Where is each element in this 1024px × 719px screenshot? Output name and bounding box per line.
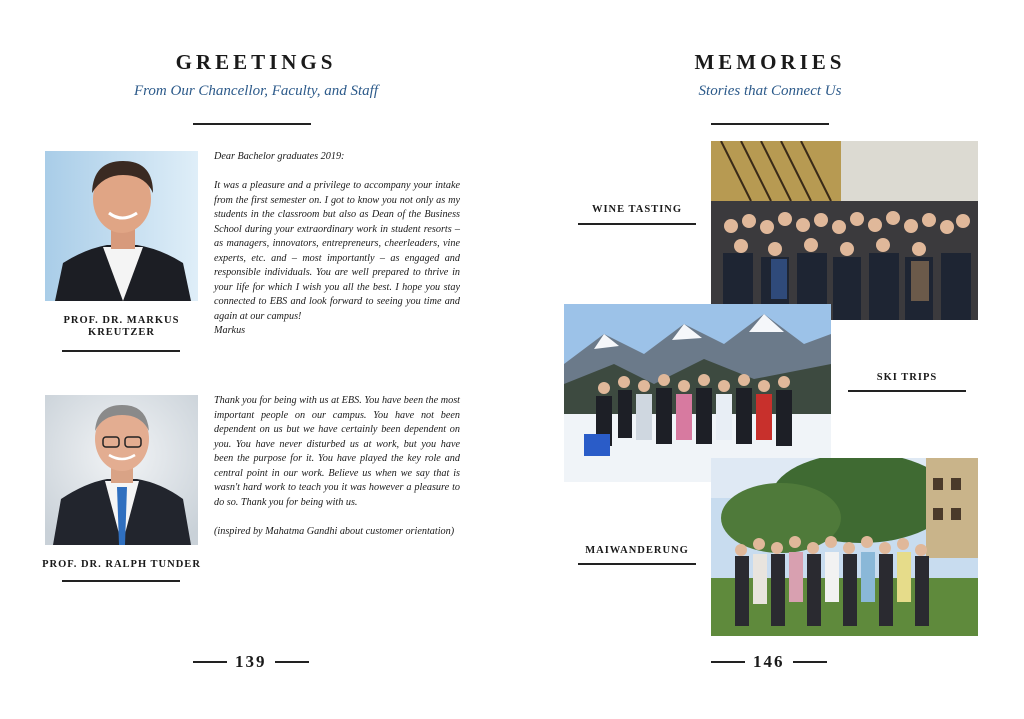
title-divider [711,123,829,125]
portrait-markus-kreutzer [45,151,198,301]
page-number [711,652,827,672]
portrait-ralph-tunder [45,395,198,545]
letter-note: (inspired by Mahatma Gandhi about customer orientation) [214,525,455,537]
letter-body: Thank you for being with us at EBS. You have been the most important people on our campus. You have not been dependent on us but we have certainly been dependent on you. You have never disturbed us at work, but you have been the purpose for it. You have played the key role and central point in our work. Believe us when we say that is wasn't hard work to teach you it was however a pleasure to do so. Thank you for being with us. [214,395,460,508]
letter-tunder [214,394,460,539]
right-page [512,0,1024,719]
ski-trip-photo [564,304,831,482]
letter-signature: Markus [214,325,246,336]
page-number [193,652,309,672]
label-divider [578,563,696,565]
name-divider [62,350,180,352]
page-title: GREETINGS [175,50,337,74]
page-subtitle: From Our Chancellor, Faculty, and Staff [133,83,378,99]
maiwanderung-photo [711,458,978,636]
letter-body: It was a pleasure and a privilege to accompany your intake from the first semester on. I got to know you not only as my students in the classroom but also as Dean of the Business School during your extraordinary work in student resorts – as managers, innovators, entrepreneurs, cheerleaders, vine experts, etc. and – most importantly – as engaged and responsible individuals. You are well prepared to thrive in your life for which I wish you all the best. I hope you stay connected to EBS and look forward to seeing you time and again at our campus! [214,180,460,322]
person-name: PROF. DR. RALPH TUNDER [42,559,201,570]
page-number-text: 139 [235,652,267,671]
person-name: PROF. DR. MARKUS KREUTZER [63,315,180,338]
label-divider [578,223,696,225]
letter-kreutzer [214,150,460,339]
page-title: MEMORIES [694,50,846,74]
wine-tasting-photo [711,141,978,320]
memory-label-ski: SKI TRIPS [876,372,938,383]
page-number-text: 146 [753,652,785,671]
label-divider [848,390,966,392]
letter-salutation: Dear Bachelor graduates 2019: [214,151,345,162]
name-divider [62,580,180,582]
memory-label-hike: MAIWANDERUNG [585,545,689,556]
title-divider [193,123,311,125]
page-subtitle: Stories that Connect Us [698,83,842,99]
memory-label-wine: WINE TASTING [591,204,683,215]
